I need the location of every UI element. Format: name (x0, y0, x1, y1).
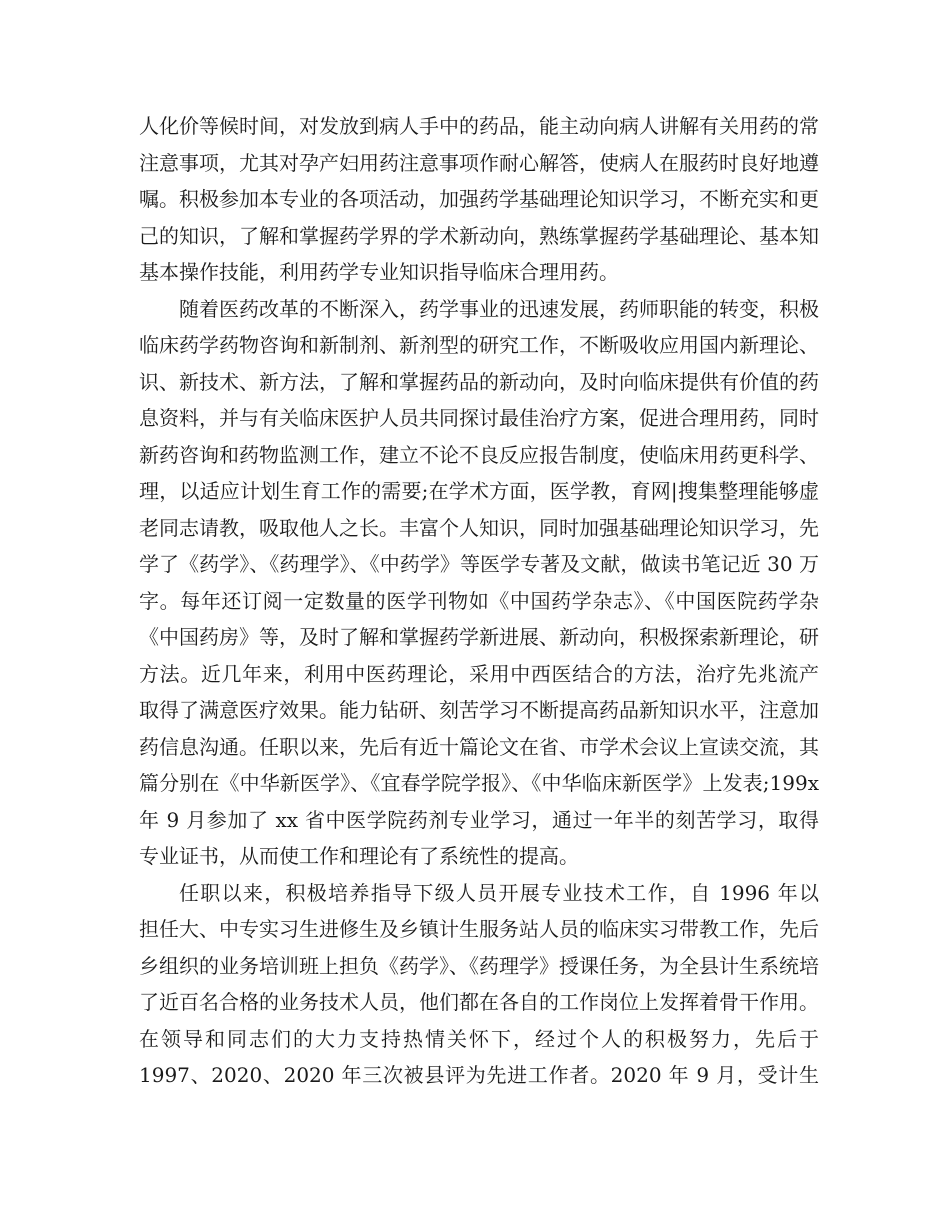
paragraph-1-line-3: 嘱。积极参加本专业的各项活动，加强药学基础理论知识学习，不断充实和更 (139, 187, 819, 211)
paragraph-2-line-6: 理，以适应计划生育工作的需要;在学术方面，医学教，育网|搜集整理能够虚 (139, 479, 819, 503)
paragraph-2-line-9: 字。每年还订阅一定数量的医学刊物如《中国药学杂志》、《中国医院药学杂 (139, 588, 819, 613)
paragraph-1-line-5: 基本操作技能，利用药学专业知识指导临床合理用药。 (139, 260, 619, 284)
paragraph-3-line-1: 任职以来，积极培养指导下级人员开展专业技术工作，自 1996 年以 (179, 880, 819, 905)
document-body (139, 108, 819, 1094)
paragraph-2-line-16: 专业证书，从而使工作和理论有了系统性的提高。 (139, 844, 579, 868)
paragraph-2-line-13: 药信息沟通。任职以来，先后有近十篇论文在省、市学术会议上宣读交流，其 (139, 734, 819, 759)
paragraph-3-line-2: 担任大、中专实习生进修生及乡镇计生服务站人员的临床实习带教工作，先后 (139, 917, 819, 941)
paragraph-2-line-15: 年 9 月参加了 xx 省中医学院药剂专业学习，通过一年半的刻苦学习，取得 (139, 807, 819, 832)
paragraph-4-line-1: 在领导和同志们的大力支持热情关怀下，经过个人的积极努力，先后于 (139, 1026, 819, 1051)
paragraph-1-line-4: 己的知识，了解和掌握药学界的学术新动向，熟练掌握药学基础理论、基本知 (139, 223, 819, 248)
paragraph-2-line-5: 新药咨询和药物监测工作，建立不论不良反应报告制度，使临床用药更科学、 (139, 442, 819, 467)
paragraph-2-line-3: 识、新技术、新方法，了解和掌握药品的新动向，及时向临床提供有价值的药 (139, 369, 819, 394)
paragraph-1-line-2: 注意事项，尤其对孕产妇用药注意事项作耐心解答，使病人在服药时良好地遵 (139, 150, 819, 175)
paragraph-2-line-14: 篇分别在《中华新医学》、《宜春学院学报》、《中华临床新医学》上发表;199x (139, 771, 819, 795)
paragraph-2-line-4: 息资料，并与有关临床医护人员共同探讨最佳治疗方案，促进合理用药，同时 (139, 406, 819, 430)
paragraph-2-line-1: 随着医药改革的不断深入，药学事业的迅速发展，药师职能的转变，积极 (179, 296, 819, 321)
paragraph-3-line-3: 乡组织的业务培训班上担负《药学》、《药理学》授课任务，为全县计生系统培 (139, 953, 819, 978)
paragraph-2-line-8: 学了《药学》、《药理学》、《中药学》等医学专著及文献，做读书笔记近 30 万 (139, 552, 819, 576)
paragraph-3-line-4: 了近百名合格的业务技术人员，他们都在各自的工作岗位上发挥着骨干作用。 (139, 990, 819, 1014)
paragraph-2-line-7: 老同志请教，吸取他人之长。丰富个人知识，同时加强基础理论知识学习，先 (139, 515, 819, 540)
paragraph-1-line-1: 人化价等候时间，对发放到病人手中的药品，能主动向病人讲解有关用药的常 (139, 114, 819, 138)
paragraph-2-line-12: 取得了满意医疗效果。能力钻研、刻苦学习不断提高药品新知识水平，注意加 (139, 698, 819, 722)
paragraph-2-line-2: 临床药学药物咨询和新制剂、新剂型的研究工作，不断吸收应用国内新理论、 (139, 333, 819, 357)
paragraph-2-line-11: 方法。近几年来，利用中医药理论，采用中西医结合的方法，治疗先兆流产 (139, 661, 819, 686)
paragraph-2-line-10: 《中国药房》等，及时了解和掌握药学新进展、新动向，积极探索新理论，研 (139, 625, 819, 649)
paragraph-4-line-2: 1997、2020、2020 年三次被县评为先进工作者。2020 年 9 月，受计生 (139, 1063, 819, 1087)
